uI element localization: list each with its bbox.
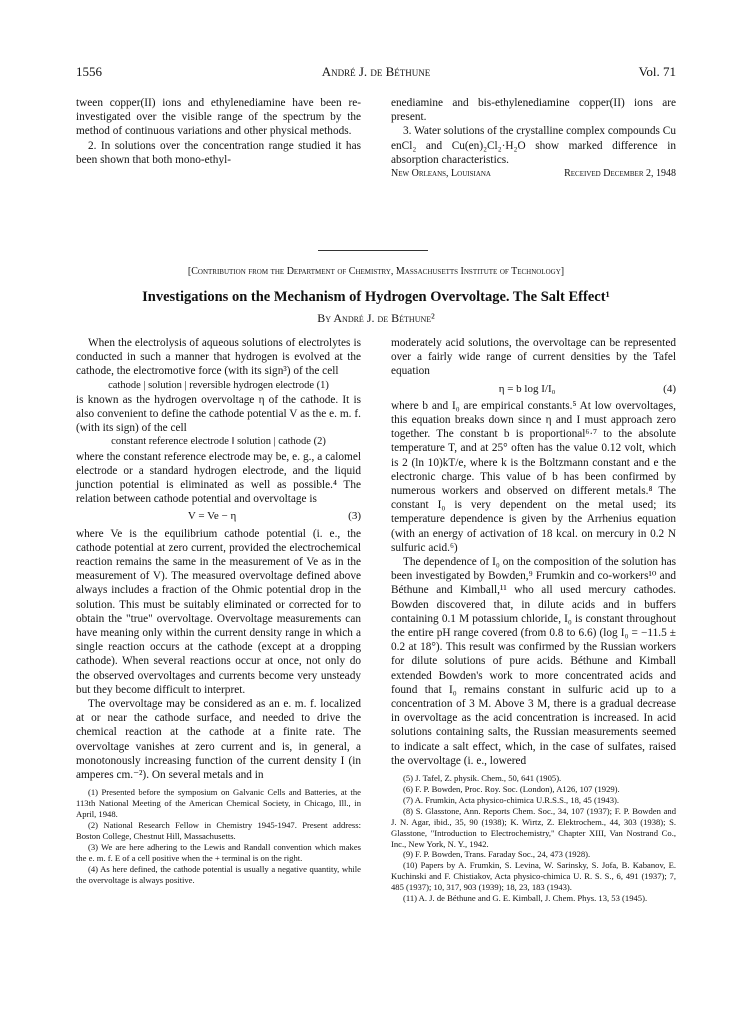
prev-left-para-1: tween copper(II) ions and ethylenediamine have been re-investigated over the visible range of the spectrum by the method of continuous variations and other physical methods. (76, 97, 361, 138)
footnote-2: (2) National Research Fellow in Chemistry 1945-1947. Present address: Boston College, Chestnut Hill, Massachusetts. (76, 820, 361, 841)
left-para-5: The overvoltage may be considered as an e. m. f. localized at or near the cathode surface, and needed to drive the chemical reaction at the cathode at a finite rate. The overvoltage vanishes at zero current and is, in general, a monotonously increasing function of the current density I (in amperes cm.⁻²). On several metals and in (76, 698, 361, 782)
left-para-3: where the constant reference electrode may be, e. g., a calomel electrode or a standard hydrogen electrode, and the liquid junction potential is eliminated as well as possible.⁴ The relation between cathode potential and overvoltage is (76, 450, 361, 506)
equation-3 (76, 509, 361, 523)
location: New Orleans, Louisiana (391, 168, 491, 180)
left-column (76, 336, 361, 885)
page-number: 1556 (76, 64, 102, 79)
prev-article-right (391, 96, 676, 181)
left-para-4: where Ve is the equilibrium cathode potential (i. e., the cathode potential at zero current, provided the electrochemical reaction remains the same in the measurement of Ve as in the measurement of V). The measured overvoltage defined above always includes a fraction of the Ohmic potential drop in the solution. This must be suitably eliminated or corrected for to obtain the "true" overvoltage. Overvoltage measurements can have meaning only within the current density range in which a single reaction occurs at the cathode (except at a dropping cathode). When several reactions occur at once, not only do the observed overvoltages and currents become very unsteady but they become difficult to interpret. (76, 527, 361, 696)
footnote-7: (7) A. Frumkin, Acta physico-chimica U.R.S.S., 18, 45 (1943). (403, 794, 620, 805)
prev-right-para-2: 3. Water solutions of the crystalline complex compounds Cu enCl₂ and Cu(en)₂Cl₂·H₂O show marked difference in absorption characteristics. (391, 125, 676, 166)
equation-3-body: V = Ve − η (187, 510, 237, 523)
right-para-1: moderately acid solutions, the overvoltage can be represented over a fairly wide range of current densities by the Tafel equation (391, 337, 676, 378)
received-line (391, 167, 676, 181)
running-header (76, 64, 676, 80)
right-para-3: The dependence of I₀ on the composition of the solution has been investigated by Bowden,⁹ Frumkin and co-workers¹⁰ and Béthune and Kimball,¹¹ who all used mercury cathodes. Bowden discovered that, in dilute acids and in buffers containing 0.1 M potassium chloride, I₀ is constant throughout the entire pH range covered (from 0.8 to 6.6) (log I₀ = −11.5 ± 0.2 at 18°). This result was confirmed by the Russian workers for dilute solutions of pure acids. Béthune and Kimball extended Bowden's work to more concentrated acids and found that I₀ remains constant in sulfuric acid up to a concentration of 3 M. Above 3 M, there is a gradual decrease in overvoltage as the acid concentration is increased. In acid solutions containing salts, the Russian measurements seemed to indicate a salt effect, which, in the case of sulfates, raised the overvoltage (i. e., lowered (391, 556, 676, 767)
equation-1: cathode | solution | reversible hydrogen electrode (1) (108, 379, 329, 391)
running-author: André J. de Béthune (321, 64, 431, 79)
footnote-1: (1) Presented before the symposium on Galvanic Cells and Batteries, at the 113th National Meeting of the American Chemical Society, in Chicago, Ill., in April, 1948. (76, 787, 361, 820)
prev-right-para-1: enediamine and bis-ethylenediamine copper(II) ions are present. (391, 97, 676, 124)
footnote-5: (5) J. Tafel, Z. physik. Chem., 50, 641 (1905). (403, 773, 562, 784)
article-title: Investigations on the Mechanism of Hydrogen Overvoltage. The Salt Effect¹ (142, 289, 610, 305)
prev-left-para-2: 2. In solutions over the concentration range studied it has been shown that both mono-ethyl- (76, 139, 361, 166)
byline: By André J. de Béthune² (317, 311, 435, 325)
equation-4-number: (4) (663, 382, 676, 395)
footnote-6: (6) F. P. Bowden, Proc. Roy. Soc. (London), A126, 107 (1929). (403, 784, 620, 794)
volume-number: Vol. 71 (638, 64, 676, 79)
received-date: Received December 2, 1948 (564, 168, 676, 180)
footnote-11: (11) A. J. de Béthune and G. E. Kimball, J. Chem. Phys. 13, 53 (1945). (403, 893, 648, 904)
separator-rule (318, 250, 428, 251)
footnote-4: (4) As here defined, the cathode potential is usually a negative quantity, while the overvoltage is always positive. (76, 863, 361, 885)
left-para-2: is known as the hydrogen overvoltage η of the cathode. It is also convenient to define the cathode potential V as the e. m. f. (with its sign) of the cell (76, 393, 361, 435)
left-para-1: When the electrolysis of aqueous solutions of electrolytes is conducted in such a manner that hydrogen is evolved at the cathode, the electromotive force (with its sign³) of the cell (76, 337, 361, 378)
equation-4-body: η = b log I/I₀ (498, 382, 556, 395)
equation-4 (391, 382, 676, 396)
right-para-2: where b and I₀ are empirical constants.⁵ At low overvoltages, this equation breaks down since η and I must approach zero together. The constant b is proportional⁶·⁷ to the absolute temperature T, and at 25° often has the value 0.12 volt, which is 2 (ln 10)kT/e, where k is the Boltzmann constant and e the electronic charge. This value of b has been confirmed by numerous workers and observed on different metals.⁸ The constant I₀ is very dependent on the metal used; its temperature dependence is given by the Arrhenius equation (with an energy of activation of 18 kcal. on mercury in 0.2 N sulfuric acid.⁶) (391, 399, 676, 554)
right-column (391, 336, 676, 904)
contribution-line: [Contribution from the Department of Chemistry, Massachusetts Institute of Technology] (187, 266, 565, 277)
footnote-9: (9) F. P. Bowden, Trans. Faraday Soc., 24, 473 (1928). (403, 849, 591, 860)
footnote-10: (10) Papers by A. Frumkin, S. Levina, W. Sarinsky, S. Jofa, B. Kabanov, E. Kuchinski and F. Chistiakov, Acta physico-chimica U. R. S. S., 6, 491 (1937); 7, 485 (1937); 10, 317, 903 (1939); 18, 23, 183 (1943). (391, 860, 676, 893)
right-footnotes (391, 773, 676, 904)
footnote-8: (8) S. Glasstone, Ann. Reports Chem. Soc., 34, 107 (1937); F. P. Bowden and J. N. Agar, ibid., 35, 90 (1938); K. Wirtz, Z. Elektrochem., 44, 303 (1938); S. Glasstone, "Introduction to Electrochemistry," Chapter XIII, Van Nostrand Co., Inc., New York, N. Y., 1942. (391, 805, 676, 849)
equation-2: constant reference electrode ‖ solution | cathode (2) (111, 436, 326, 448)
prev-article-left (76, 96, 361, 167)
equation-3-number: (3) (348, 510, 361, 523)
footnote-3: (3) We are here adhering to the Lewis and Randall convention which makes the e. m. f. E of a cell positive when the + terminal is on the right. (76, 841, 361, 863)
left-footnotes (76, 787, 361, 885)
